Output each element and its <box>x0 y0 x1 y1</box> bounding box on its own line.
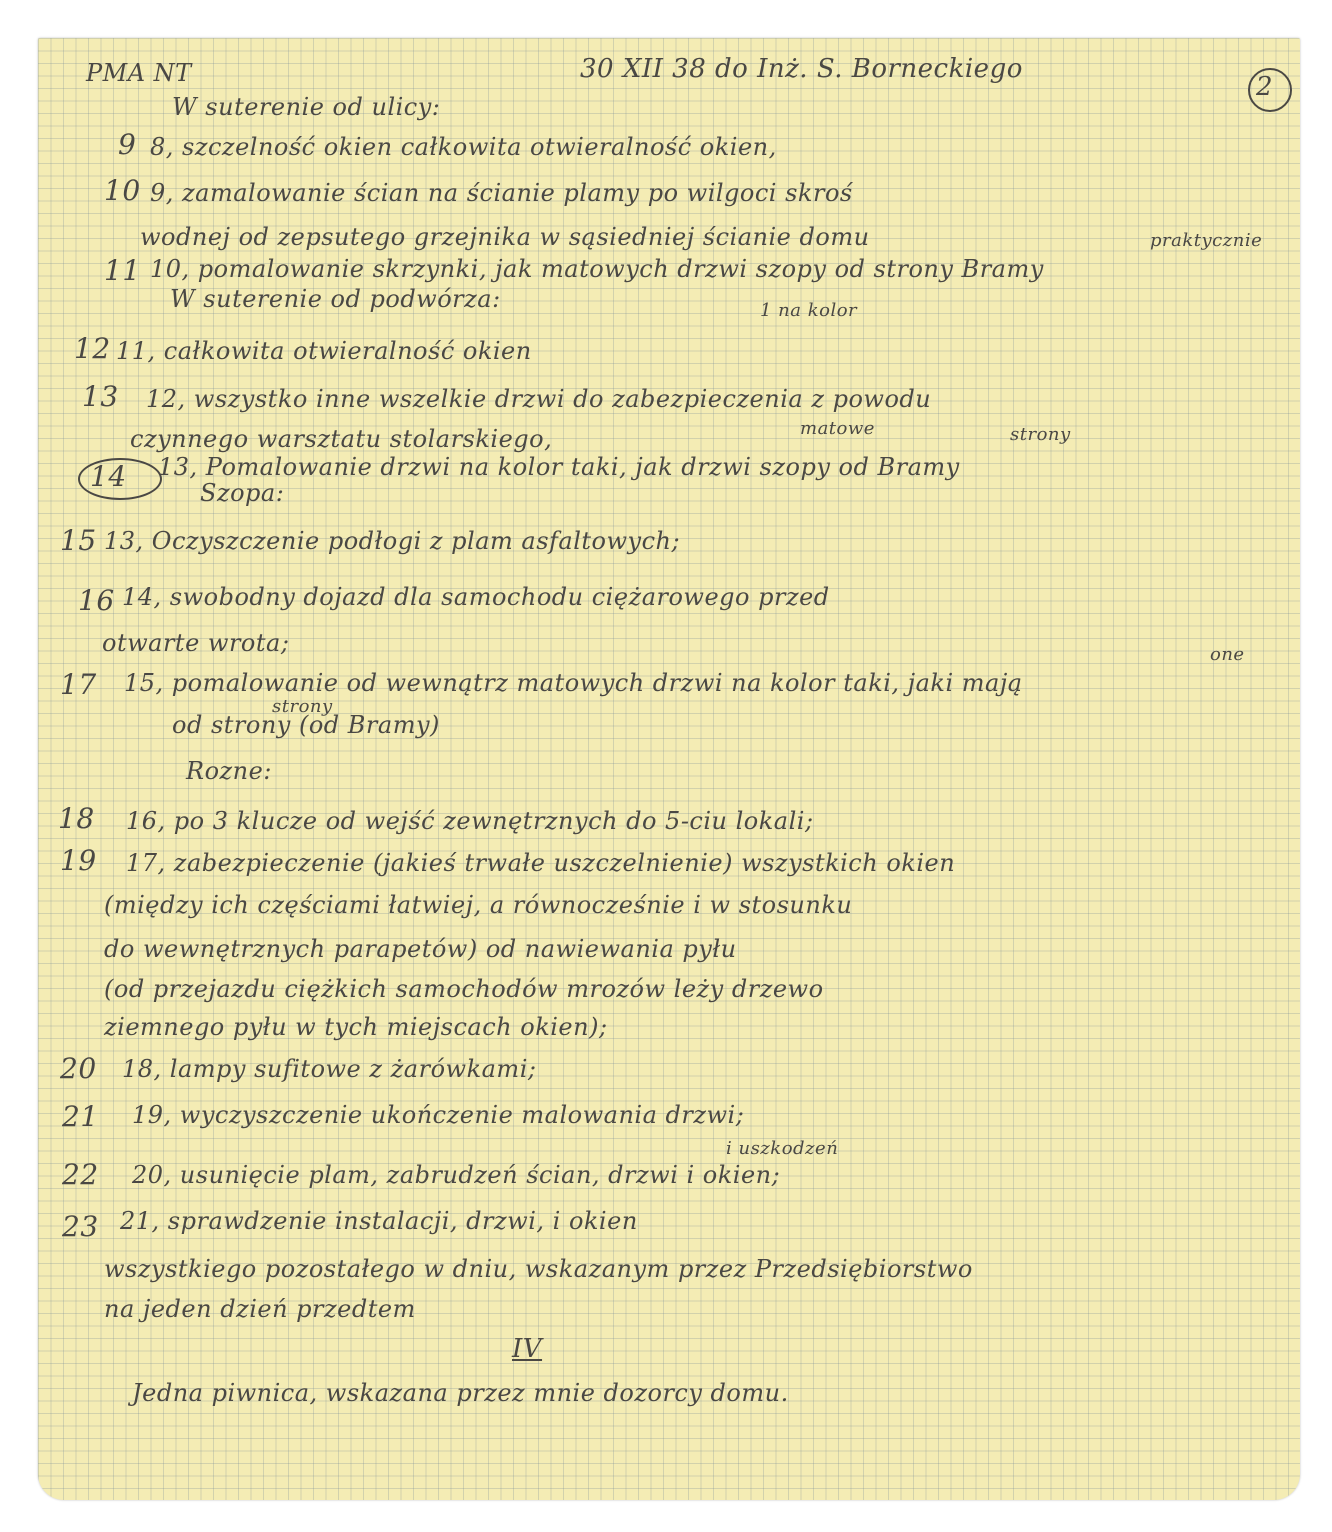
item-number: 19 <box>60 844 97 877</box>
item-number: 10 <box>104 174 141 207</box>
item-text: 20, usunięcie plam, zabrudzeń ścian, drzwi i okien; <box>132 1161 781 1189</box>
item-text: 15, pomalowanie od wewnątrz matowych drzwi na kolor taki, jaki mają <box>124 669 1023 697</box>
date-line: 30 XII 38 do Inż. S. Borneckiego <box>580 54 1023 84</box>
closing-line: Jedna piwnica, wskazana przez mnie dozorcy domu. <box>132 1379 789 1407</box>
section-heading: Szopa: <box>200 479 285 507</box>
item-text-continued: ziemnego pyłu w tych miejscach okien); <box>104 1013 608 1041</box>
insertion: i uszkodzeń <box>726 1138 839 1159</box>
item-text: 17, zabezpieczenie (jakieś trwałe uszczelnienie) wszystkich okien <box>126 849 956 877</box>
insertion: matowe <box>800 418 875 439</box>
item-number: 17 <box>60 668 97 701</box>
item-number: 22 <box>62 1158 99 1191</box>
item-text: 8, szczelność okien całkowita otwieralność okien, <box>150 133 777 161</box>
item-text: 21, sprawdzenie instalacji, drzwi, i okien <box>120 1207 638 1235</box>
section-heading: W suterenie od ulicy: <box>172 93 441 121</box>
insertion: one <box>1210 644 1245 665</box>
insertion: strony <box>272 696 333 717</box>
item-text-continued: od strony (od Bramy) <box>172 711 440 739</box>
section-numeral: IV <box>512 1334 543 1364</box>
item-text: 14, swobodny dojazd dla samochodu ciężarowego przed <box>122 583 830 611</box>
item-text: 12, wszystko inne wszelkie drzwi do zabezpieczenia z powodu <box>146 385 932 413</box>
item-number: 12 <box>74 332 111 365</box>
item-text: 18, lampy sufitowe z żarówkami; <box>122 1055 537 1083</box>
section-heading: Rozne: <box>186 757 272 785</box>
item-text: 13, Pomalowanie drzwi na kolor taki, jak drzwi szopy od Bramy <box>158 453 960 481</box>
item-text: 9, zamalowanie ścian na ścianie plamy po wilgoci skroś <box>150 179 853 207</box>
archive-mark: PMA NT <box>86 59 192 87</box>
section-heading: W suterenie od podwórza: <box>170 285 501 313</box>
item-number: 20 <box>60 1052 97 1085</box>
item-text: 11, całkowita otwieralność okien <box>116 337 532 365</box>
item-number: 21 <box>62 1100 99 1133</box>
item-number: 14 <box>90 460 127 493</box>
item-text-continued: (między ich częściami łatwiej, a równocześnie i w stosunku <box>104 891 853 919</box>
insertion: strony <box>1010 424 1071 445</box>
item-text-continued: wszystkiego pozostałego w dniu, wskazanym przez Przedsiębiorstwo <box>104 1255 973 1283</box>
item-number: 15 <box>60 524 97 557</box>
item-number: 16 <box>78 584 115 617</box>
item-text: 13, Oczyszczenie podłogi z plam asfaltowych; <box>104 527 681 555</box>
item-text: 16, po 3 klucze od wejść zewnętrznych do 5-ciu lokali; <box>126 807 814 835</box>
item-number: 9 <box>118 128 137 161</box>
item-text-continued: czynnego warsztatu stolarskiego, <box>130 425 553 453</box>
item-text-continued: (od przejazdu ciężkich samochodów mrozów leży drzewo <box>104 975 824 1003</box>
item-text-continued: do wewnętrznych parapetów) od nawiewania pyłu <box>104 935 737 963</box>
item-text-continued: wodnej od zepsutego grzejnika w sąsiedniej ścianie domu <box>140 223 870 251</box>
item-number: 23 <box>62 1210 99 1243</box>
page-number: 2 <box>1256 72 1274 102</box>
insertion: 1 na kolor <box>760 300 858 321</box>
item-number: 18 <box>58 802 95 835</box>
item-text: 19, wyczyszczenie ukończenie malowania drzwi; <box>132 1101 745 1129</box>
item-text-continued: na jeden dzień przedtem <box>104 1295 416 1323</box>
insertion: praktycznie <box>1150 230 1263 251</box>
item-number: 11 <box>104 254 141 287</box>
item-text-continued: otwarte wrota; <box>102 629 290 657</box>
item-text: 10, pomalowanie skrzynki, jak matowych drzwi szopy od strony Bramy <box>150 255 1044 283</box>
item-number: 13 <box>82 380 119 413</box>
